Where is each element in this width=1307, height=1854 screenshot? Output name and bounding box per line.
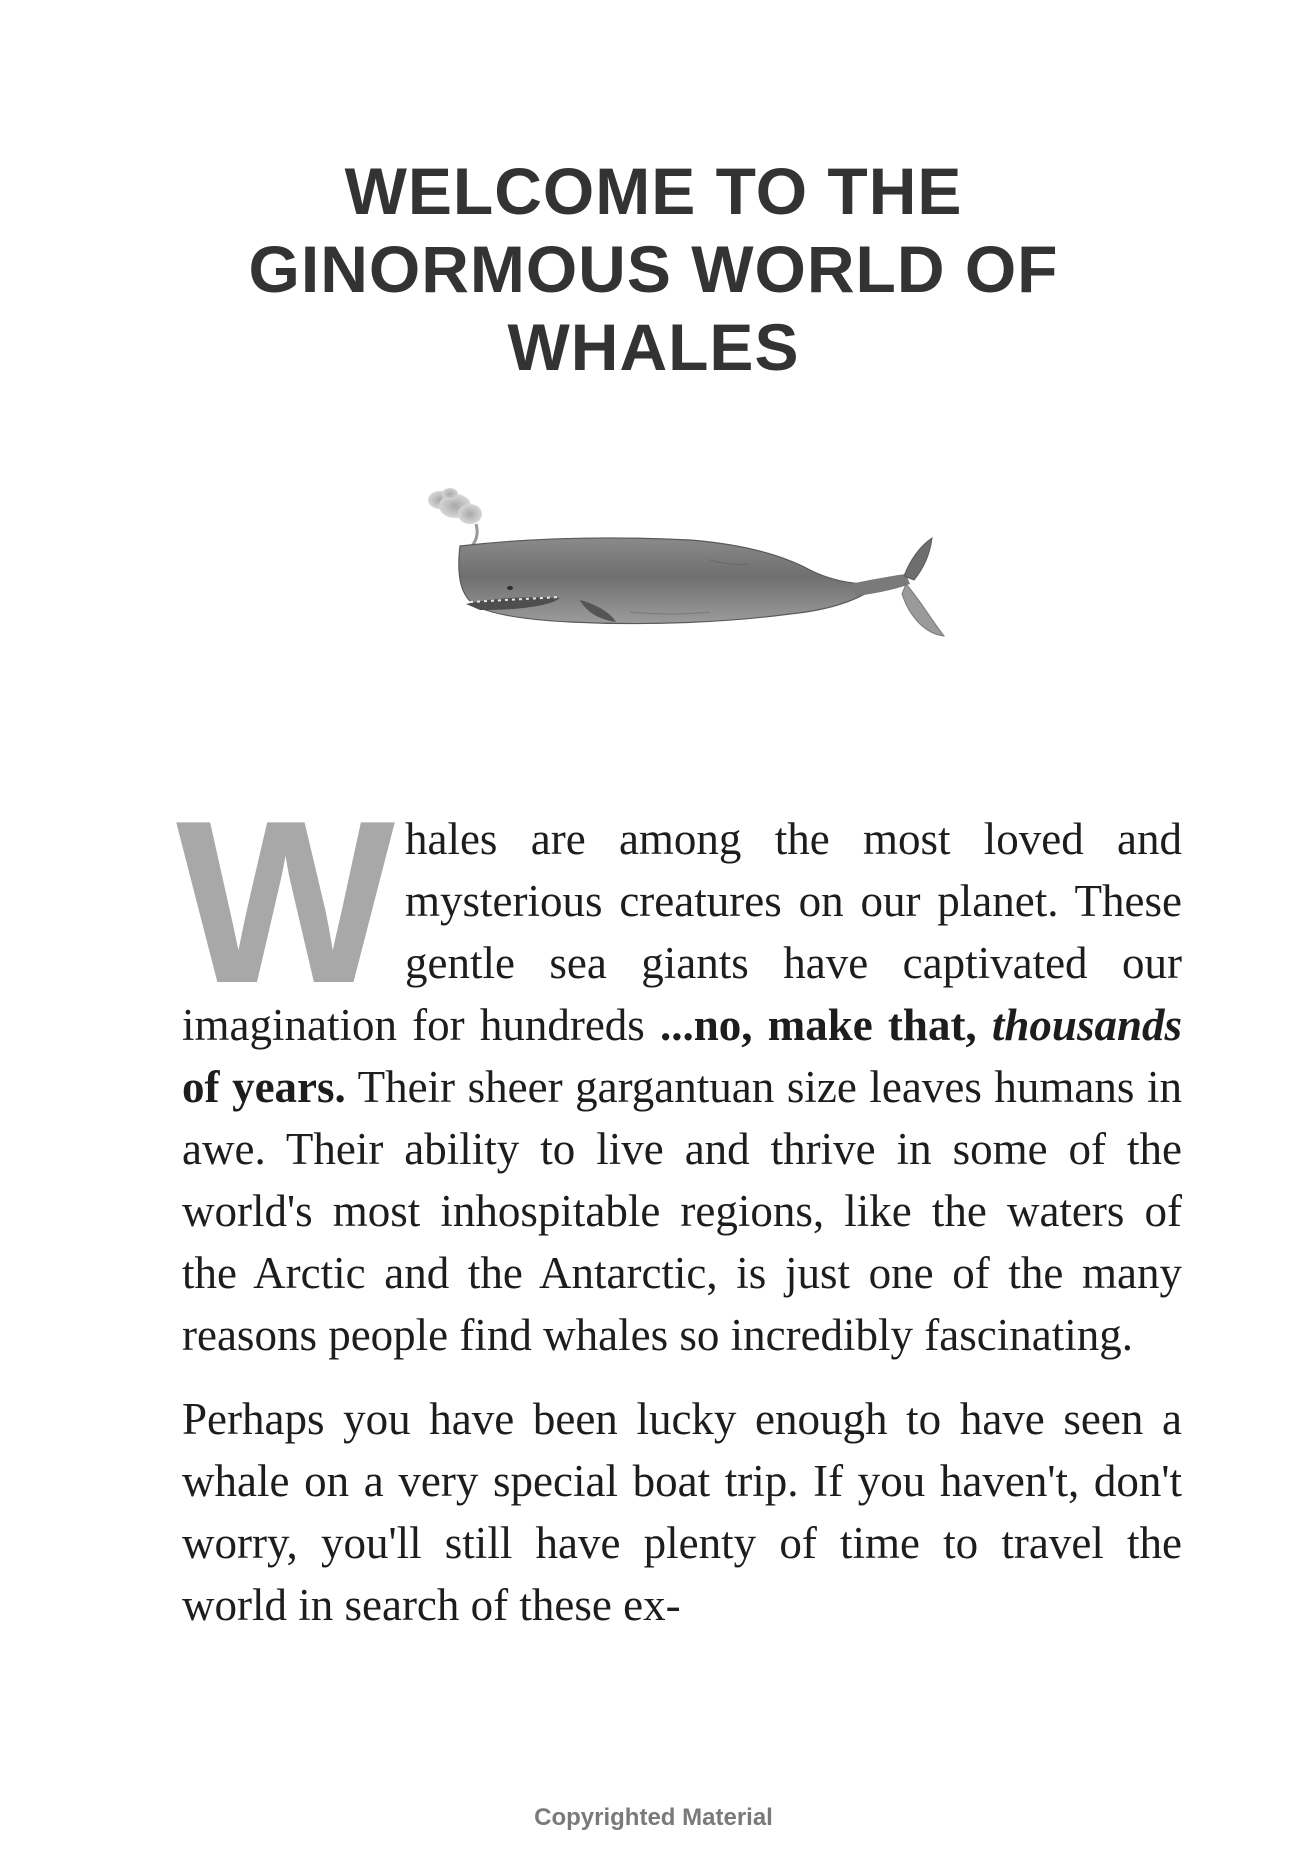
paragraph-1-rest: Their sheer gargantuan size leaves humans in awe. Their ability to live and thrive in some of the world's most inhospitable regions, like the waters of the Arctic and the Antarctic, is just one of the many reasons people find whales so incredibly fascinating. [182,1062,1182,1360]
whale-icon [410,480,970,660]
title-line-1: WELCOME TO THE [344,154,963,228]
title-line-2: GINORMOUS WORLD OF [248,232,1059,306]
chapter-title [0,152,1307,386]
paragraph-2: Perhaps you have been lucky enough to have seen a whale on a very special boat trip. If you haven't, don't worry, you'll still have plenty of time to travel the world in search of these ex- [182,1394,1182,1630]
sperm-whale-illustration [410,480,970,660]
paragraph-1-bold-a: ...no, make that, [660,1000,992,1050]
paragraph-1-lead: hales are among the most loved and mysterious creatures on our planet. These gentle sea giants have captivated our imagination for hundreds [182,814,1182,1050]
paragraph-1-bold-italic: thousands [991,1000,1182,1050]
paragraph-1-bold-b: of years. [182,1062,346,1112]
copyright-footer: Copyrighted Material [534,1804,773,1831]
body-text [176,773,1182,1658]
paragraph-1 [176,773,1182,1366]
title-line-3: WHALES [507,310,800,384]
drop-cap: W [176,773,395,1032]
